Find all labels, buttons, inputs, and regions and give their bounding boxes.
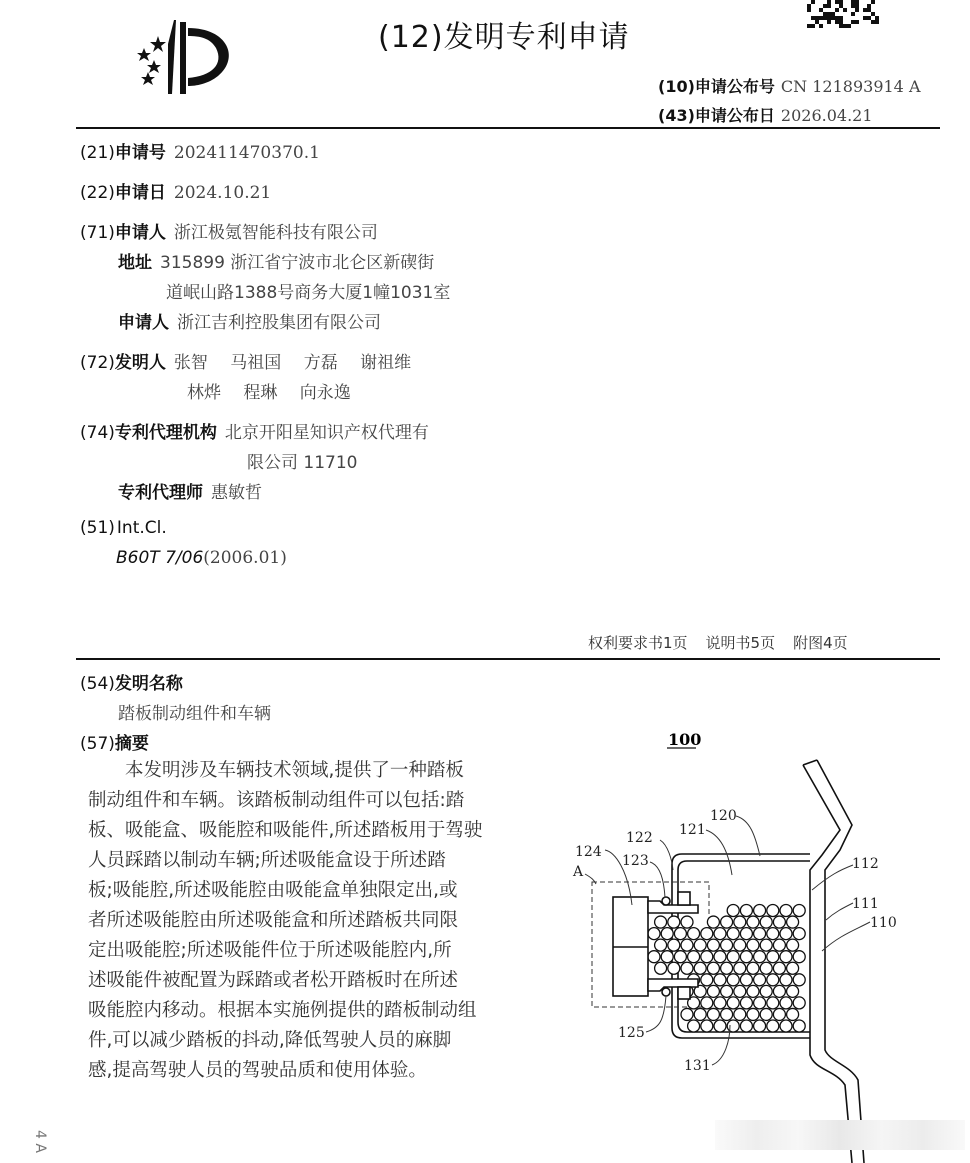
field-code: (72) <box>80 353 115 373</box>
cnipa-logo <box>128 14 248 98</box>
ball <box>740 951 752 963</box>
ball <box>655 939 667 951</box>
side-publication-code: 4 A <box>32 1130 48 1153</box>
field-code: (51) <box>80 518 115 538</box>
ball <box>747 985 759 997</box>
drawing-pages: 附图4页 <box>793 634 848 652</box>
field-value: 浙江吉利控股集团有限公司 <box>177 313 381 333</box>
ball <box>747 1008 759 1020</box>
ball <box>661 928 673 940</box>
ball <box>793 951 805 963</box>
field-label: 申请人 <box>118 313 169 333</box>
figure-label-131: 131 <box>684 1058 711 1074</box>
ball <box>648 951 660 963</box>
abstract-line: 吸能腔内移动。根据本实施例提供的踏板制动组 <box>88 1000 477 1021</box>
ball <box>740 928 752 940</box>
ball <box>727 997 739 1009</box>
ball <box>773 1008 785 1020</box>
field-address-line2 <box>166 278 450 303</box>
abstract-heading <box>80 729 149 754</box>
ball <box>754 997 766 1009</box>
document-title: (12)发明专利申请 <box>378 20 630 55</box>
figure-label-112: 112 <box>852 856 879 872</box>
figure-label-122: 122 <box>626 830 653 846</box>
field-application-date <box>80 178 271 203</box>
field-label: Int.Cl. <box>116 518 167 538</box>
ball <box>655 962 667 974</box>
ball <box>707 985 719 997</box>
ball <box>787 939 799 951</box>
classification-code: B60T 7/06 <box>116 548 204 568</box>
ball <box>767 997 779 1009</box>
invention-name-heading <box>80 669 183 694</box>
field-code: (71) <box>80 223 115 243</box>
ball <box>707 939 719 951</box>
field-agent <box>118 478 262 503</box>
field-code: (54) <box>80 674 115 694</box>
ball <box>760 939 772 951</box>
field-value: 202411470370.1 <box>173 143 320 163</box>
classification-version: (2006.01) <box>203 548 287 568</box>
abstract-line: 感,提高驾驶人员的驾驶品质和使用体验。 <box>88 1060 427 1081</box>
ball <box>694 962 706 974</box>
field-code: (57) <box>80 734 115 754</box>
field-int-cl <box>80 518 167 538</box>
field-value: 张智 马祖国 方磊 谢祖维 <box>173 353 412 373</box>
abstract-line: 板;吸能腔,所述吸能腔由吸能盒单独限定出,或 <box>88 880 458 901</box>
ball <box>701 974 713 986</box>
ball <box>734 939 746 951</box>
pub-number-label: (10)申请公布号 <box>658 77 775 96</box>
field-label: 专利代理机构 <box>114 423 217 443</box>
ball <box>793 928 805 940</box>
ball <box>714 951 726 963</box>
ball <box>754 974 766 986</box>
ball <box>727 928 739 940</box>
abstract-text <box>88 756 482 1086</box>
ball <box>773 962 785 974</box>
ball <box>760 1008 772 1020</box>
figure-label-125: 125 <box>618 1025 645 1041</box>
ball <box>714 974 726 986</box>
ball <box>780 905 792 917</box>
ball <box>734 1008 746 1020</box>
ball <box>754 905 766 917</box>
field-label: 申请人 <box>114 223 166 243</box>
pedal <box>803 760 864 1163</box>
ball <box>734 916 746 928</box>
ball <box>780 997 792 1009</box>
ball <box>793 974 805 986</box>
publication-date <box>658 103 873 126</box>
ball <box>714 997 726 1009</box>
ball <box>681 1008 693 1020</box>
ball <box>661 951 673 963</box>
field-address <box>118 248 434 273</box>
ball <box>747 939 759 951</box>
ball <box>674 928 686 940</box>
ball <box>655 916 667 928</box>
ball <box>780 928 792 940</box>
abstract-line: 定出吸能腔;所述吸能件位于所述吸能腔内,所 <box>88 940 452 961</box>
ball <box>714 1020 726 1032</box>
field-application-number <box>80 138 320 163</box>
qr-code <box>806 0 880 28</box>
ball <box>668 939 680 951</box>
ball <box>767 951 779 963</box>
ball <box>767 1020 779 1032</box>
watermark-bar <box>715 1120 965 1150</box>
field-applicant <box>80 218 378 243</box>
ball <box>668 962 680 974</box>
ball <box>734 962 746 974</box>
figure-label-121: 121 <box>679 822 706 838</box>
ball <box>773 939 785 951</box>
abstract-line: 板、吸能盒、吸能腔和吸能件,所述踏板用于驾驶 <box>88 820 483 841</box>
ball <box>740 905 752 917</box>
ball <box>787 962 799 974</box>
ball <box>701 951 713 963</box>
ball <box>701 997 713 1009</box>
figure-label-124: 124 <box>575 844 602 860</box>
header-divider <box>76 127 940 129</box>
ball <box>688 928 700 940</box>
ball <box>747 962 759 974</box>
ball <box>787 985 799 997</box>
field-label: 发明人 <box>114 353 166 373</box>
ball <box>707 962 719 974</box>
field-label: 摘要 <box>114 734 149 754</box>
ball <box>793 997 805 1009</box>
field-value: 林烨 程琳 向永逸 <box>187 383 351 403</box>
ball <box>681 916 693 928</box>
ball <box>727 1020 739 1032</box>
figure-label-110: 110 <box>870 915 897 931</box>
ball <box>787 1008 799 1020</box>
claims-pages: 权利要求书1页 <box>588 634 688 652</box>
ball <box>721 939 733 951</box>
publication-number <box>658 74 921 97</box>
ball <box>681 962 693 974</box>
ball <box>701 1020 713 1032</box>
abstract-line: 者所述吸能腔由所述吸能盒和所述踏板共同限 <box>88 910 459 931</box>
field-label: 专利代理师 <box>118 483 203 503</box>
ball <box>780 974 792 986</box>
ball <box>721 985 733 997</box>
ball <box>721 1008 733 1020</box>
ball <box>747 916 759 928</box>
field-value: 北京开阳星知识产权代理有 <box>224 423 429 443</box>
ball <box>688 1020 700 1032</box>
figure-label-120: 120 <box>710 808 737 824</box>
field-agency <box>80 418 429 443</box>
field-code: (22) <box>80 183 115 203</box>
field-label: 申请日 <box>114 183 166 203</box>
figure-title: 100 <box>668 730 702 749</box>
figure-label-A: A <box>573 864 584 880</box>
field-inventors-line2 <box>187 378 351 403</box>
ball <box>740 974 752 986</box>
ball <box>760 962 772 974</box>
pub-date-value: 2026.04.21 <box>780 106 873 125</box>
ball <box>694 1008 706 1020</box>
field-label: 发明名称 <box>114 674 183 694</box>
abstract-line: 述吸能件被配置为踩踏或者松开踏板时在所述 <box>88 970 459 991</box>
field-label: 申请号 <box>114 143 166 163</box>
ball <box>714 928 726 940</box>
figure-label-111: 111 <box>852 896 879 912</box>
page-counts <box>588 632 866 653</box>
pub-date-label: (43)申请公布日 <box>658 106 775 125</box>
ball <box>767 905 779 917</box>
field-inventors <box>80 348 411 373</box>
ball <box>668 916 680 928</box>
ball <box>767 928 779 940</box>
ball <box>767 974 779 986</box>
section-divider <box>76 658 940 660</box>
ball <box>787 916 799 928</box>
ball <box>688 951 700 963</box>
field-label: 地址 <box>118 253 152 273</box>
field-agency-line2 <box>247 448 357 473</box>
ball <box>707 1008 719 1020</box>
ball <box>681 939 693 951</box>
ball <box>721 962 733 974</box>
ball <box>694 939 706 951</box>
invention-name: 踏板制动组件和车辆 <box>118 704 271 724</box>
ball <box>740 1020 752 1032</box>
ball <box>754 951 766 963</box>
ball <box>727 905 739 917</box>
field-code: (21) <box>80 143 115 163</box>
ball <box>780 1020 792 1032</box>
ball <box>721 916 733 928</box>
ball <box>648 928 660 940</box>
ball <box>701 928 713 940</box>
ball <box>773 916 785 928</box>
field-classification <box>116 548 287 568</box>
abstract-line: 人员踩踏以制动车辆;所述吸能盒设于所述踏 <box>88 850 446 871</box>
field-value: 315899 浙江省宁波市北仑区新碶街 <box>160 253 435 273</box>
abstract-line: 件,可以减少踏板的抖动,降低驾驶人员的麻脚 <box>88 1030 452 1051</box>
ball <box>773 985 785 997</box>
ball <box>754 928 766 940</box>
ball <box>734 985 746 997</box>
description-pages: 说明书5页 <box>705 634 776 652</box>
ball <box>760 916 772 928</box>
field-value: 道岷山路1388号商务大厦1幢1031室 <box>166 283 451 303</box>
figure-label-123: 123 <box>622 853 649 869</box>
field-value: 浙江极氪智能科技有限公司 <box>173 223 378 243</box>
abstract-line: 本发明涉及车辆技术领域,提供了一种踏板 <box>88 760 464 781</box>
field-value: 惠敏哲 <box>211 483 262 503</box>
abstract-line: 制动组件和车辆。该踏板制动组件可以包括:踏 <box>88 790 465 811</box>
ball <box>780 951 792 963</box>
field-code: (74) <box>80 423 115 443</box>
ball <box>740 997 752 1009</box>
ball <box>707 916 719 928</box>
ball <box>793 1020 805 1032</box>
field-applicant-2 <box>118 308 381 333</box>
field-value: 限公司 11710 <box>247 453 358 473</box>
ball <box>727 951 739 963</box>
abstract-figure <box>560 720 920 1163</box>
ball <box>754 1020 766 1032</box>
field-value: 2024.10.21 <box>173 183 272 203</box>
ball <box>674 951 686 963</box>
ball <box>793 905 805 917</box>
pub-number-value: CN 121893914 A <box>780 77 921 96</box>
ball <box>760 985 772 997</box>
ball <box>727 974 739 986</box>
